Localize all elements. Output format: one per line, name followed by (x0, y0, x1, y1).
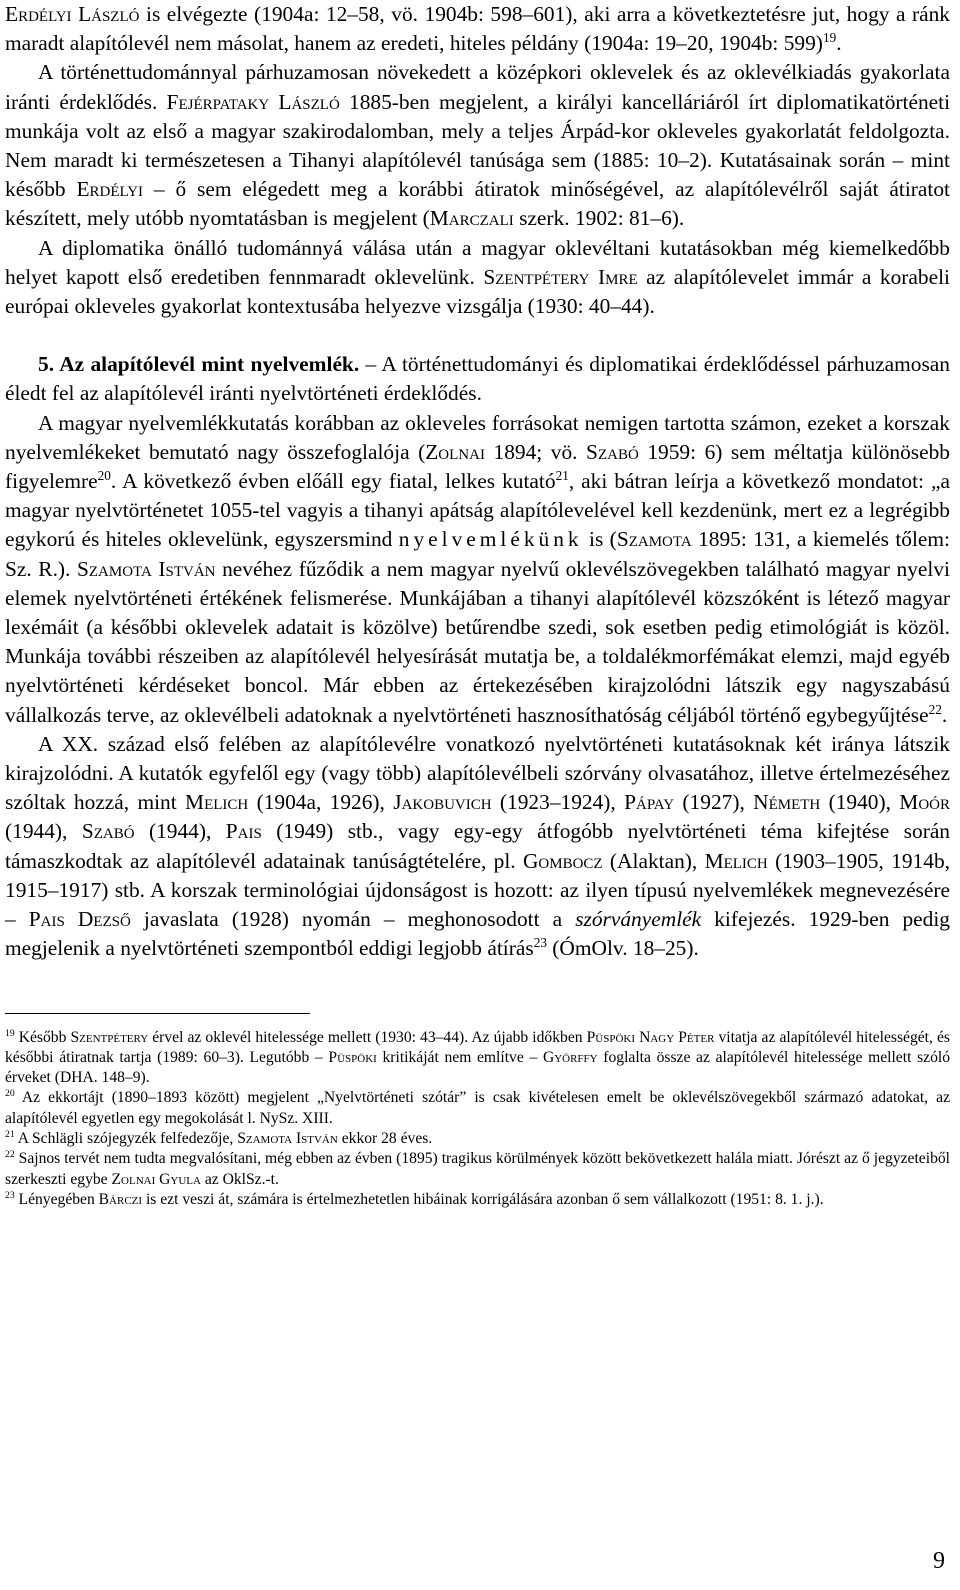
text-run: A XX. század első felében az alapítólevélre vonatkozó nyelvtörténeti kutatásoknak két iránya látszik kirajzolódni. A kutatók egyfelől egy (vagy több) alapítólevélbeli szórvány olvasatához, illetve értelmezéséhez szóltak hozzá, mint (5, 731, 950, 815)
author-name: Szentpétery (70, 1028, 149, 1046)
text-run: (1927), (674, 790, 754, 815)
author-name: Szentpétery Imre (483, 264, 638, 289)
text-run: ekkor 28 éves. (337, 1129, 433, 1147)
text-run: – ő sem elégedett meg a korábbi átiratok minőségével, az alapítólevélről saját átiratot készített, mely utóbb nyomtatásban is megjelent ( (5, 177, 951, 231)
author-name: Szamota István (76, 556, 216, 581)
text-run: (1903–1905, 1914b, 1915–1917) stb. A korszak terminológiai újdonságost is hozott: az ilyen típusú nyelvemlékek megnevezésére – (5, 848, 950, 932)
author-name: Györffy (542, 1048, 598, 1066)
text-run: A diplomatika önálló tudománnyá válása után a magyar oklevéltani kutatásokban még kiemelkedőbb helyet kapott első eredetiben fennmaradt oklevelünk. (5, 235, 950, 289)
paragraph-2 (5, 58, 950, 233)
text-run: (ÓmOlv. 18–25). (546, 936, 699, 961)
paragraph-1 (5, 0, 950, 58)
author-name: Szamota István (237, 1129, 338, 1147)
footnote-20 (5, 1088, 950, 1129)
footnote-number: 19 (5, 1027, 15, 1039)
text-run: (1940), (820, 790, 900, 815)
text-run: is ezt veszi át, számára is értelmezhetetlen hibáinak korrigálására azonban ő sem vállalkozott (1951: 8. 1. j.). (142, 1190, 824, 1208)
text-run: A Schlägli szójegyzék felfedezője, (14, 1129, 238, 1147)
author-name: Pais Dezső (28, 907, 131, 932)
text-run: is ( (582, 527, 617, 552)
author-name: Erdélyi (76, 177, 144, 202)
text-run: javaslata (1928) nyomán – meghonosodott a (130, 907, 576, 932)
section-5-paragraph (5, 350, 950, 408)
text-run: (Alaktan), (602, 848, 705, 873)
author-name: Marczali (429, 206, 514, 231)
text-run: A történettudománnyal párhuzamosan növekedett a középkori oklevelek és az oklevélkiadás gyakorlata iránti érdeklődés. (5, 60, 950, 114)
author-name: Zolnai (425, 439, 485, 464)
author-name: Moór (899, 790, 950, 815)
section-heading: 5. Az alapítólevél mint nyelvemlék. (38, 352, 360, 377)
author-name: Pais (225, 819, 262, 844)
text-run: az alapítólevelet immár a korabeli európai okleveles gyakorlat kontextusába helyezve vizsgálja (1930: 40–44). (5, 264, 951, 319)
author-name: Melich (704, 848, 768, 873)
text-run: . A következő évben előáll egy fiatal, lelkes kutató (110, 469, 556, 494)
main-text (5, 0, 950, 964)
text-run: (1944), (5, 819, 82, 844)
author-name: Fejérpataky László (166, 89, 340, 114)
footnote-ref[interactable]: 23 (533, 935, 547, 951)
footnote-ref[interactable]: 22 (928, 701, 942, 717)
text-run: szerk. 1902: 81–6). (513, 206, 685, 231)
footnotes (5, 1028, 950, 1211)
text-run: foglalta össze az alapítólevél hitelessége mellett szóló érveket (DHA. 148–9). (5, 1048, 950, 1087)
author-name: Melich (185, 790, 249, 815)
author-name: Németh (753, 790, 821, 815)
text-run: nevéhez fűződik a nem magyar nyelvű oklevélszövegekben található magyar nyelvi elemek nyelvtörténeti értékének felismerése. Munkájában a tihanyi alapítólevél közszóként is létező magyar lexémáit (a későbbi oklevelek adatait is közölve) betűrendbe szedi, sok esetben pedig etimológiát is közöl. Munkája további részeiben az alapítólevél helyesírását mutatja be, a toldalékmorfémákat elemzi, majd egyéb nyelvtörténeti kérdéseket boncol. Már ebben az értekezésében kirajzolódni látszik egy nagyszabású vállalkozás terve, az oklevélbeli adatoknak a nyelvtörténeti hasznosíthatóság céljából történő egybegyűjtése (5, 556, 950, 727)
spacer (5, 321, 950, 350)
text-run: (1949) stb., vagy egy-egy átfogóbb nyelvtörténeti téma kifejtése során támaszkodtak az alapítólevél adatainak tanúságtételére, pl. (5, 819, 951, 873)
text-run: kritikáját nem említve – (376, 1048, 543, 1066)
text-run: Később (14, 1028, 71, 1046)
author-name: Püspöki (328, 1048, 377, 1066)
author-name: Jakobuvich (393, 790, 492, 815)
footnote-number: 22 (5, 1149, 15, 1161)
page-number: 9 (933, 1548, 945, 1574)
text-run: . (836, 31, 842, 56)
footnote-23 (5, 1190, 950, 1210)
text-run: 1895: 131, a kiemelés tőlem: Sz. R.). (5, 527, 950, 581)
text-run: Sajnos tervét nem tudta megvalósítani, még ebben az évben (1895) tragikus körülmények között bekövetkezett halála miatt. Jórészt az ő jegyzeteiből szerkeszti egybe (5, 1150, 950, 1188)
author-name: Erdélyi László (5, 2, 140, 26)
text-run: is elvégezte (1904a: 12–58, vö. 1904b: 598–601), aki arra a következtetésre jut, hogy a ránk maradt alapítólevél nem másolat, hanem az eredeti, hiteles példány (1904a: 19–20, 1904b: 599) (5, 2, 950, 56)
text-run: (1944), (134, 819, 226, 844)
author-name: Szamota (616, 527, 692, 552)
text-run: (1904a, 1926), (248, 790, 394, 815)
text-run: 1885-ben megjelent, a királyi kancelláriáról írt diplomatikatörténeti munkája volt az első a magyar szakirodalomban, mely a teljes Árpád-kor okleveles gyakorlatát feldolgozta. Nem maradt ki természetesen a Tihanyi alapítólevél tanúsága sem (1885: 10–2). Kutatásainak során – mint később (5, 89, 951, 202)
text-run: 1959: 6) sem méltatja különösebb figyelemre (5, 439, 950, 494)
text-run: kifejezés. 1929-ben pedig megjelenik a nyelvtörténeti szempontból eddigi legjobb átírás (5, 907, 950, 961)
footnote-ref[interactable]: 21 (555, 467, 569, 483)
paragraph-5 (5, 409, 950, 730)
document-page (5, 0, 950, 1210)
author-name: Pápay (624, 790, 675, 815)
footnote-ref[interactable]: 19 (822, 29, 837, 45)
footnote-21 (5, 1129, 950, 1149)
author-name: Szabó (81, 819, 135, 844)
author-name: Szabó (586, 439, 639, 464)
text-run: . (941, 702, 948, 727)
footnote-number: 20 (5, 1088, 15, 1100)
text-run: érvel az oklevél hitelessége mellett (1930: 43–44). Az újabb időkben (148, 1028, 587, 1046)
text-run: (1923–1924), (491, 790, 625, 815)
author-name: Zolnai Gyula (111, 1170, 201, 1188)
footnote-19 (5, 1028, 950, 1089)
footnote-number: 21 (5, 1129, 15, 1140)
footnote-22 (5, 1149, 950, 1190)
paragraph-6 (5, 730, 950, 964)
text-run: 1894; vö. (484, 439, 587, 464)
paragraph-3 (5, 234, 950, 322)
text-run: Az ekkortájt (1890–1893 között) megjelent „Nyelvtörténeti szótár” is csak kivételesen emelt be oklevélszövegekből származó adatokat, az alapítólevél egyetlen egy megokolását l. NySz. XIII. (5, 1089, 950, 1127)
footnote-number: 23 (5, 1189, 15, 1201)
footnote-ref[interactable]: 20 (97, 467, 111, 483)
spaced-emphasis: nyelvemlékünk (398, 527, 583, 552)
text-run: – A történettudományi és diplomatikai érdeklődéssel párhuzamosan éledt fel az alapítólevél iránti nyelvtörténeti érdeklődés. (5, 352, 950, 406)
author-name: Bárczi (98, 1190, 143, 1208)
author-name: Püspöki Nagy Péter (586, 1028, 715, 1046)
author-name: Gombocz (522, 848, 603, 873)
text-run: az OklSz.-t. (200, 1170, 279, 1188)
italic-term: szórványemlék (575, 907, 702, 932)
text-run: vitatja az alapítólevél hitelességét, és későbbi átiratnak tartja (1989: 60–3). Legutóbb – (5, 1028, 950, 1066)
text-run: Lényegében (14, 1190, 99, 1208)
text-run: A magyar nyelvemlékkutatás korábban az okleveles forrásokat nemigen tartotta számon, ezeket a korszak nyelvemlékeket bemutató nagy összefoglalója ( (5, 410, 950, 464)
footnote-divider (5, 1013, 310, 1014)
text-run: , aki bátran leírja a következő mondatot: „a magyar nyelvtörténetet 1055-tel vagyis a tihanyi apátság alapítólevelével kell kezdenünk, mert ez a legrégibb egykorú és hiteles oklevelünk, egyszersmind (5, 469, 950, 552)
